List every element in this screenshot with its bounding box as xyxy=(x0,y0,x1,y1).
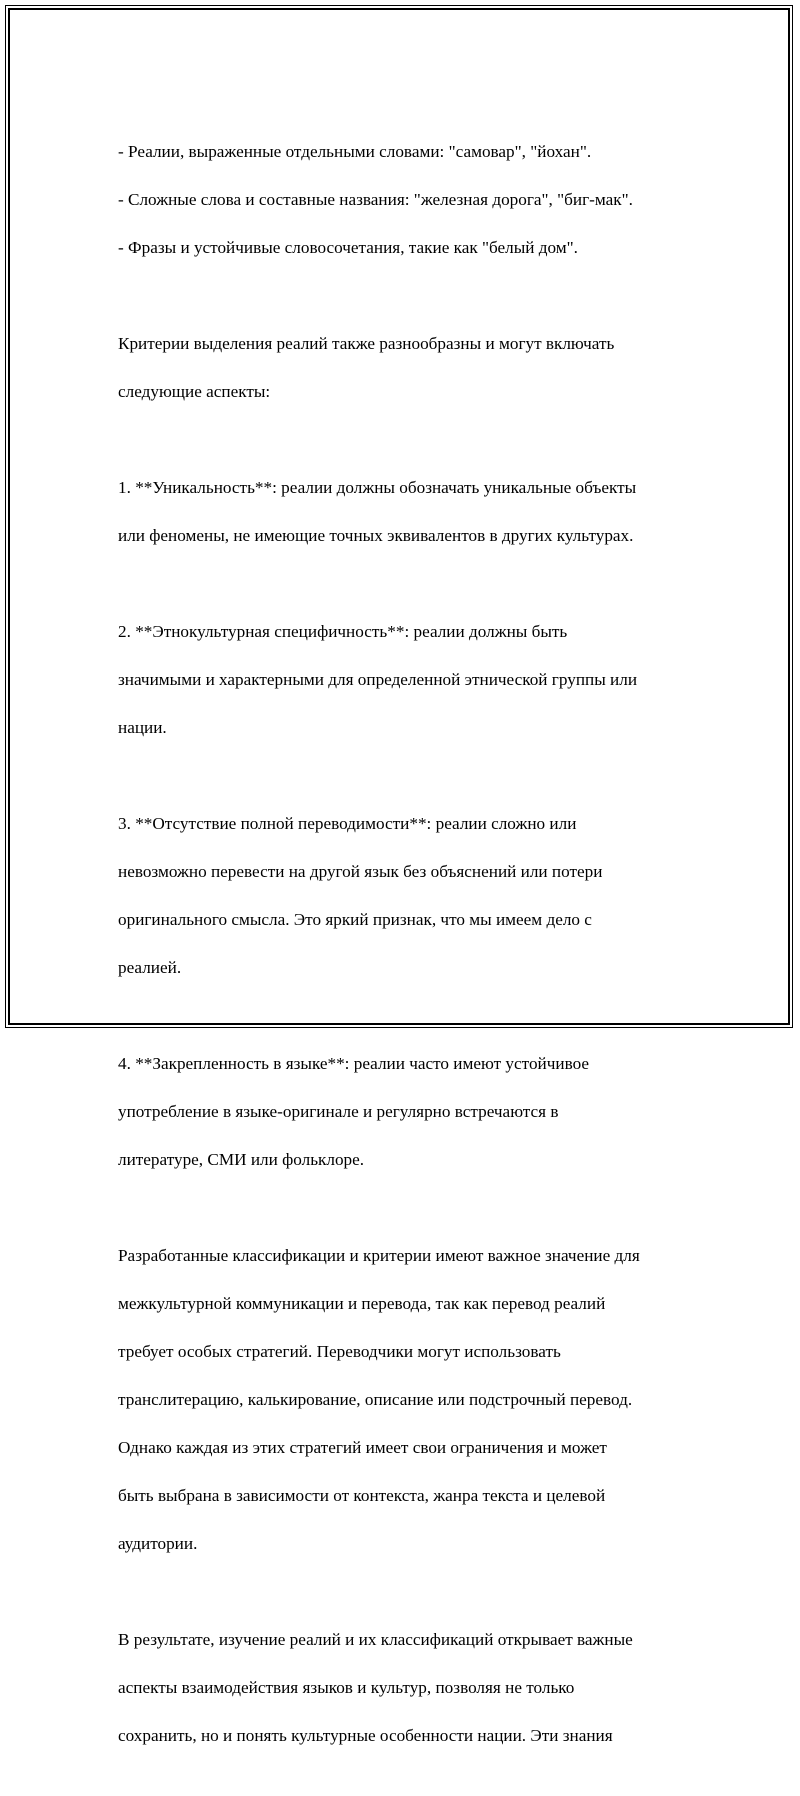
text-line: Однако каждая из этих стратегий имеет свои ограничения и может xyxy=(118,1438,607,1457)
text-line: - Сложные слова и составные названия: "железная дорога", "биг-мак". xyxy=(118,190,633,209)
text-line: сохранить, но и понять культурные особенности нации. Эти знания xyxy=(118,1726,613,1745)
paragraph-realia-types xyxy=(118,116,708,284)
text-line: Разработанные классификации и критерии имеют важное значение для xyxy=(118,1246,640,1265)
text-line: следующие аспекты: xyxy=(118,382,271,401)
text-line: - Реалии, выраженные отдельными словами: "самовар", "йохан". xyxy=(118,142,592,161)
paragraph-conclusion xyxy=(118,1604,708,1772)
text-line: или феномены, не имеющие точных эквивалентов в других культурах. xyxy=(118,526,634,545)
text-line: 4. **Закрепленность в языке**: реалии часто имеют устойчивое xyxy=(118,1054,590,1073)
text-line: быть выбрана в зависимости от контекста, жанра текста и целевой xyxy=(118,1486,606,1505)
text-line: аспекты взаимодействия языков и культур, позволяя не только xyxy=(118,1678,575,1697)
text-line: 1. **Уникальность**: реалии должны обозначать уникальные объекты xyxy=(118,478,637,497)
text-line: значимыми и характерными для определенной этнической группы или xyxy=(118,670,638,689)
text-line: требует особых стратегий. Переводчики могут использовать xyxy=(118,1342,561,1361)
text-line: аудитории. xyxy=(118,1534,198,1553)
paragraph-criterion-1 xyxy=(118,452,708,572)
text-line: литературе, СМИ или фольклоре. xyxy=(118,1150,365,1169)
text-line: Критерии выделения реалий также разнообразны и могут включать xyxy=(118,334,615,353)
text-line: - Фразы и устойчивые словосочетания, такие как "белый дом". xyxy=(118,238,578,257)
paragraph-criterion-3 xyxy=(118,788,708,1004)
paragraph-criterion-2 xyxy=(118,596,708,764)
text-line: транслитерацию, калькирование, описание или подстрочный перевод. xyxy=(118,1390,633,1409)
text-line: 3. **Отсутствие полной переводимости**: реалии сложно или xyxy=(118,814,577,833)
text-line: оригинального смысла. Это яркий признак, что мы имеем дело с xyxy=(118,910,592,929)
text-line: невозможно перевести на другой язык без объяснений или потери xyxy=(118,862,603,881)
text-line: реалией. xyxy=(118,958,182,977)
document-body xyxy=(118,116,708,1796)
text-line: употребление в языке-оригинале и регулярно встречаются в xyxy=(118,1102,559,1121)
paragraph-criteria-intro xyxy=(118,308,708,428)
text-line: В результате, изучение реалий и их классификаций открывает важные xyxy=(118,1630,633,1649)
paragraph-translation-strategies xyxy=(118,1220,708,1580)
text-line: межкультурной коммуникации и перевода, так как перевод реалий xyxy=(118,1294,606,1313)
paragraph-criterion-4 xyxy=(118,1028,708,1196)
text-line: 2. **Этнокультурная специфичность**: реалии должны быть xyxy=(118,622,568,641)
text-line: нации. xyxy=(118,718,167,737)
